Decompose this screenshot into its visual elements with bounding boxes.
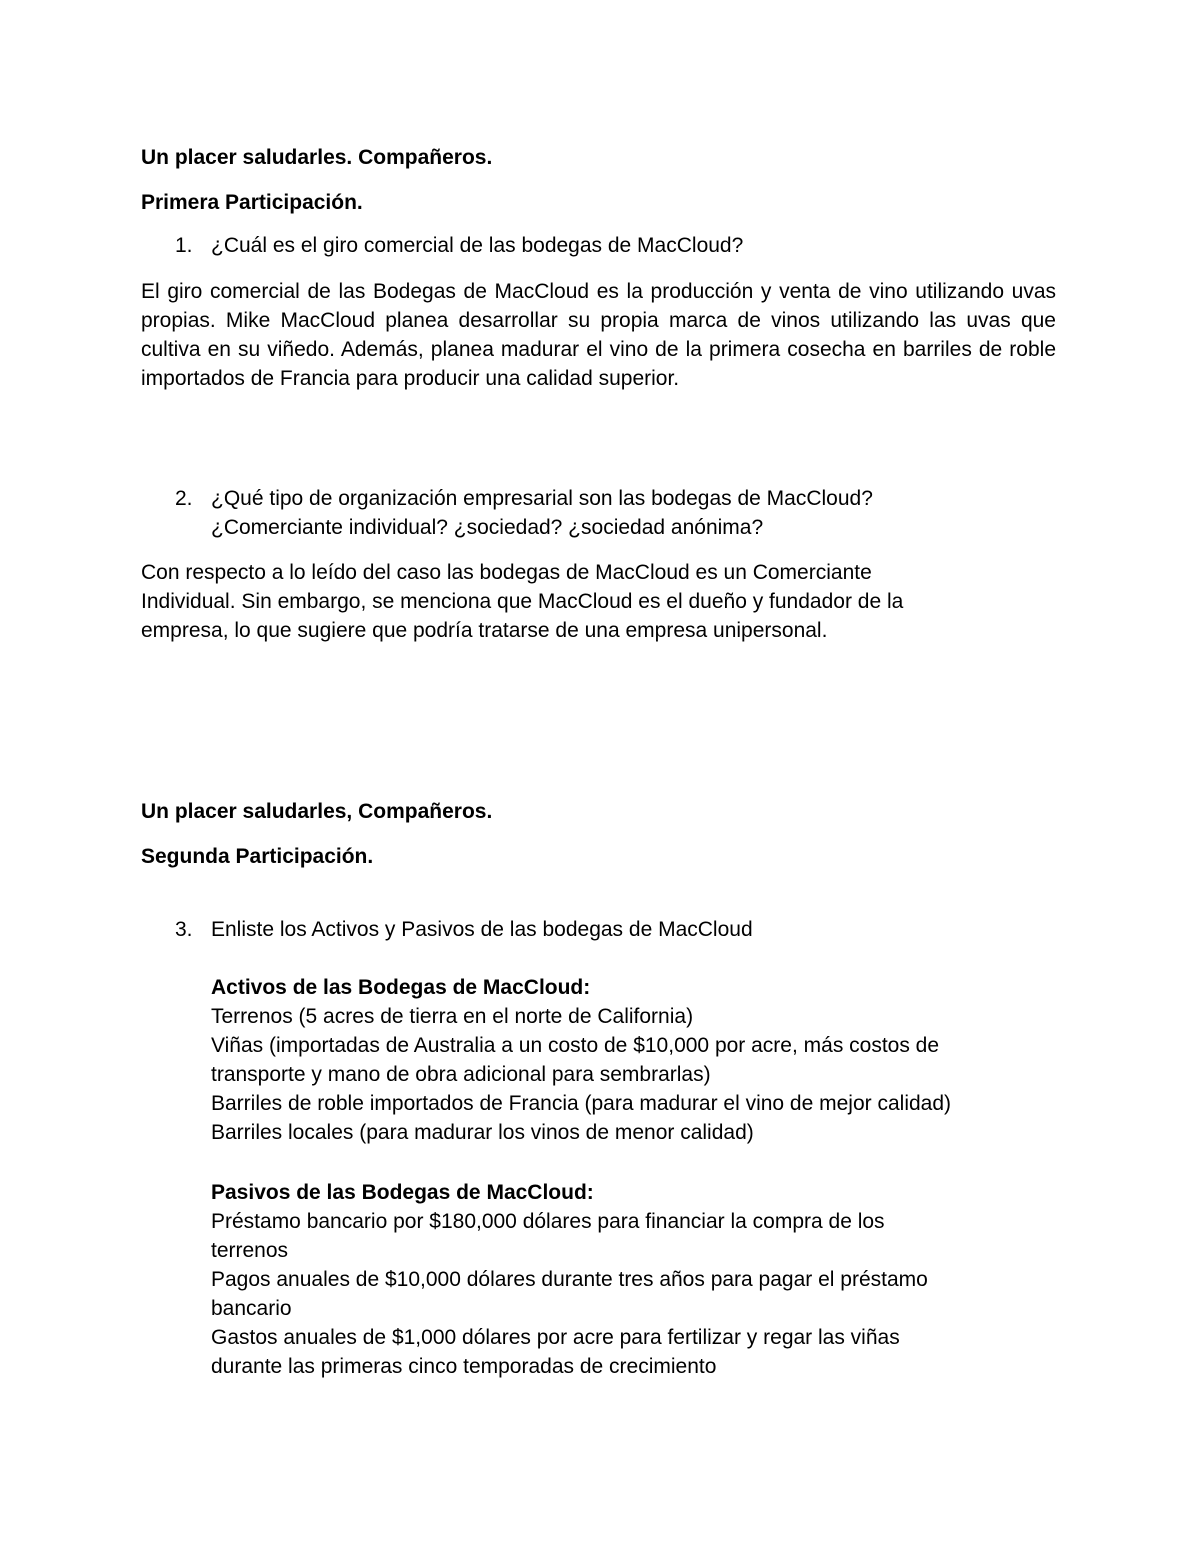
list-item: Barriles de roble importados de Francia (para madurar el vino de mejor calidad): [211, 1092, 952, 1115]
question-number: 3.: [175, 918, 193, 941]
answer-line: empresa, lo que sugiere que podría tratarse de una empresa unipersonal.: [141, 619, 828, 642]
question-text: [211, 484, 873, 542]
section-title-segunda: Segunda Participación.: [141, 845, 374, 868]
question-3: [0, 915, 1200, 944]
answer-1-paragraph: El giro comercial de las Bodegas de MacCloud es la producción y venta de vino utilizando uvas propias. Mike MacCloud planea desarrollar su propia marca de vinos utilizando las uvas que cultiva en su viñedo. Además, planea madurar el vino de la primera cosecha en barriles de roble importados de Francia para producir una calidad superior.: [141, 280, 1056, 390]
answer-line: Con respecto a lo leído del caso las bodegas de MacCloud es un Comerciante: [141, 561, 872, 584]
section-title-primera: Primera Participación.: [141, 191, 363, 214]
greeting-heading-1: Un placer saludarles. Compañeros.: [141, 146, 493, 169]
answer-2-paragraph: [141, 558, 903, 645]
list-item: terrenos: [211, 1239, 289, 1262]
list-item: Viñas (importadas de Australia a un costo de $10,000 por acre, más costos de: [211, 1034, 940, 1057]
pasivos-list: [211, 1178, 928, 1381]
list-item: Pagos anuales de $10,000 dólares durante tres años para pagar el préstamo: [211, 1268, 928, 1291]
question-1: [0, 231, 1200, 260]
question-number: 1.: [175, 234, 193, 257]
question-line: ¿Comerciante individual? ¿sociedad? ¿sociedad anónima?: [211, 516, 764, 539]
greeting-heading-2: Un placer saludarles, Compañeros.: [141, 800, 493, 823]
question-text: Enliste los Activos y Pasivos de las bodegas de MacCloud: [211, 918, 753, 941]
list-item: Terrenos (5 acres de tierra en el norte de California): [211, 1005, 694, 1028]
answer-line: Individual. Sin embargo, se menciona que MacCloud es el dueño y fundador de la: [141, 590, 904, 613]
question-line: ¿Qué tipo de organización empresarial son las bodegas de MacCloud?: [211, 487, 873, 510]
list-item: bancario: [211, 1297, 292, 1320]
list-item: Gastos anuales de $1,000 dólares por acre para fertilizar y regar las viñas: [211, 1326, 900, 1349]
list-item: transporte y mano de obra adicional para sembrarlas): [211, 1063, 711, 1086]
list-item: Barriles locales (para madurar los vinos de menor calidad): [211, 1121, 754, 1144]
list-item: Préstamo bancario por $180,000 dólares para financiar la compra de los: [211, 1210, 885, 1233]
pasivos-heading: Pasivos de las Bodegas de MacCloud:: [211, 1181, 594, 1204]
activos-heading: Activos de las Bodegas de MacCloud:: [211, 976, 591, 999]
list-item: durante las primeras cinco temporadas de crecimiento: [211, 1355, 717, 1378]
activos-list: [211, 973, 951, 1147]
question-text: ¿Cuál es el giro comercial de las bodegas de MacCloud?: [211, 234, 744, 257]
question-number: 2.: [175, 487, 193, 510]
